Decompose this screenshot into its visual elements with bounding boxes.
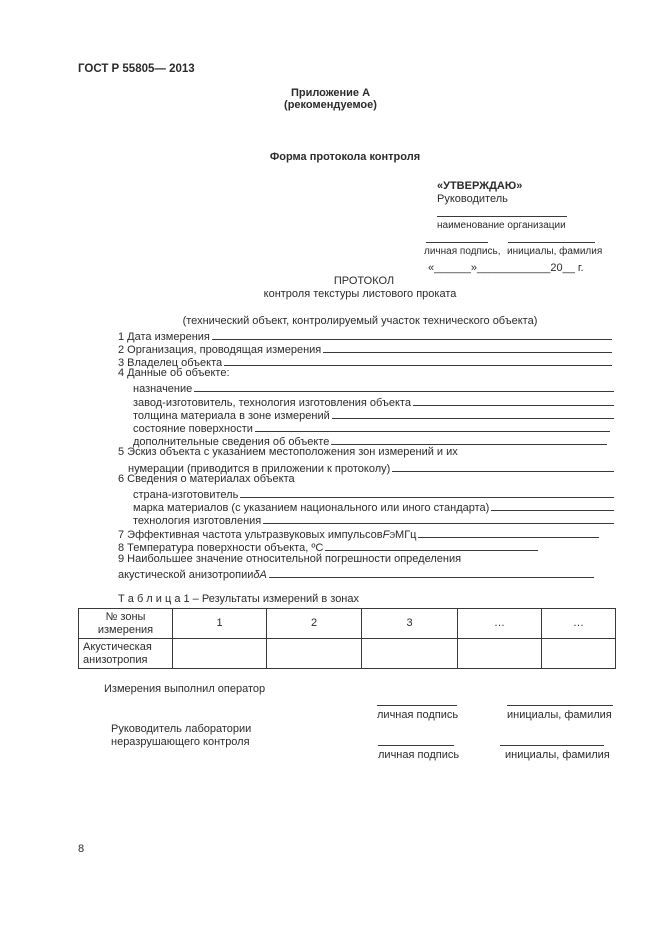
fill-line[interactable] — [224, 354, 612, 366]
protocol-title: ПРОТОКОЛ — [333, 275, 395, 287]
item-label: завод-изготовитель, технология изготовления объекта — [133, 397, 411, 409]
approval-date-line[interactable]: «______»____________20__ г. — [428, 262, 584, 274]
head-label: Руководитель — [437, 193, 508, 205]
fill-line[interactable] — [392, 460, 614, 472]
item-label: страна-изготовитель — [133, 489, 239, 501]
item-label: дополнительные сведения об объекте — [133, 436, 330, 448]
header-cell: 2 — [267, 609, 362, 639]
fill-line[interactable] — [491, 499, 614, 511]
fill-line[interactable] — [194, 380, 614, 392]
item-sketch: 5 Эскиз объекта с указанием местоположения зон измерений и их — [118, 446, 458, 458]
table-row — [79, 639, 616, 669]
appendix-title: Приложение А — [290, 87, 371, 99]
item-label: марка материалов (с указанием национального или иного стандарта) — [133, 502, 490, 514]
value-cell[interactable] — [362, 639, 458, 669]
initials-caption: инициалы, фамилия — [507, 246, 603, 257]
item-label: толщина материала в зоне измерений — [133, 410, 330, 422]
fill-line[interactable] — [269, 566, 594, 578]
protocol-subtitle: контроля текстуры листового проката — [263, 288, 457, 300]
anisotropy-symbol: δA — [253, 569, 267, 581]
fill-line[interactable] — [413, 394, 614, 406]
item-label: 1 Дата измерения — [118, 331, 210, 343]
item-max-error: 9 Наибольшее значение относительной погрешности определения — [118, 553, 462, 565]
value-cell[interactable] — [458, 639, 542, 669]
lab-head-initials-caption: инициалы, фамилия — [505, 749, 610, 761]
fill-line[interactable] — [418, 526, 599, 538]
approve-label: «УТВЕРЖДАЮ» — [437, 180, 523, 192]
lab-head-initials-line[interactable] — [500, 745, 604, 746]
fill-line[interactable] — [325, 539, 538, 551]
page-number: 8 — [78, 843, 85, 855]
lab-head-label: Руководитель лаборатории — [111, 723, 252, 735]
item-anisotropy-error[interactable] — [118, 566, 594, 582]
approver-signature-line[interactable] — [426, 242, 488, 243]
approver-initials-line[interactable] — [508, 242, 595, 243]
lab-head-signature-line[interactable] — [378, 745, 454, 746]
org-name-line[interactable] — [437, 216, 567, 217]
fill-line[interactable] — [323, 341, 612, 353]
appendix-kind: (рекомендуемое) — [284, 99, 377, 111]
item-label: состояние поверхности — [133, 423, 253, 435]
operator-signature-line[interactable] — [377, 705, 457, 706]
item-label: 8 Температура поверхности объекта, ºС — [118, 542, 324, 554]
header-cell: 1 — [173, 609, 267, 639]
item-label: технология изготовления — [133, 515, 262, 527]
object-caption: (технический объект, контролируемый участок технического объекта) — [182, 315, 538, 327]
frequency-unit: МГц — [395, 529, 417, 541]
lab-head-label-2: неразрушающего контроля — [111, 736, 250, 748]
item-label: 3 Владелец объекта — [118, 357, 223, 369]
fill-line[interactable] — [263, 512, 614, 524]
fill-line[interactable] — [212, 328, 612, 340]
row-label-anisotropy: Акустическая анизотропия — [79, 639, 173, 669]
header-cell-zone: № зоны измерения — [79, 609, 173, 639]
fill-line[interactable] — [332, 407, 614, 419]
table-caption: Т а б л и ц а 1 – Результаты измерений в зонах — [118, 593, 360, 605]
fill-line[interactable] — [240, 486, 614, 498]
fill-line[interactable] — [255, 420, 610, 432]
fill-line[interactable] — [331, 433, 607, 445]
header-cell: … — [542, 609, 616, 639]
value-cell[interactable] — [542, 639, 616, 669]
standard-number: ГОСТ Р 55805— 2013 — [78, 63, 195, 75]
org-name-caption: наименование организации — [437, 220, 566, 231]
item-label: назначение — [133, 383, 193, 395]
frequency-symbol: F — [382, 529, 390, 541]
operator-label: Измерения выполнил оператор — [104, 683, 266, 695]
operator-initials-caption: инициалы, фамилия — [507, 709, 612, 721]
operator-initials-line[interactable] — [507, 705, 613, 706]
value-cell[interactable] — [173, 639, 267, 669]
item-materials: 6 Сведения о материалах объекта — [118, 473, 295, 485]
operator-signature-caption: личная подпись — [377, 709, 459, 721]
item-object-data: 4 Данные об объекте: — [118, 367, 230, 379]
item-label: акустической анизотропии — [118, 569, 254, 581]
form-title: Форма протокола контроля — [269, 151, 421, 163]
frequency-subscript: Э — [389, 531, 396, 540]
header-cell: 3 — [362, 609, 458, 639]
table-header-row — [79, 609, 616, 639]
item-label: нумерации (приводится в приложении к протоколу) — [128, 463, 391, 475]
item-label: 7 Эффективная частота ультразвуковых импульсов — [118, 529, 383, 541]
item-label: 2 Организация, проводящая измерения — [118, 344, 322, 356]
results-table — [78, 608, 616, 669]
signature-caption: личная подпись, — [424, 246, 501, 257]
lab-head-signature-caption: личная подпись — [378, 749, 460, 761]
value-cell[interactable] — [267, 639, 362, 669]
header-cell: … — [458, 609, 542, 639]
